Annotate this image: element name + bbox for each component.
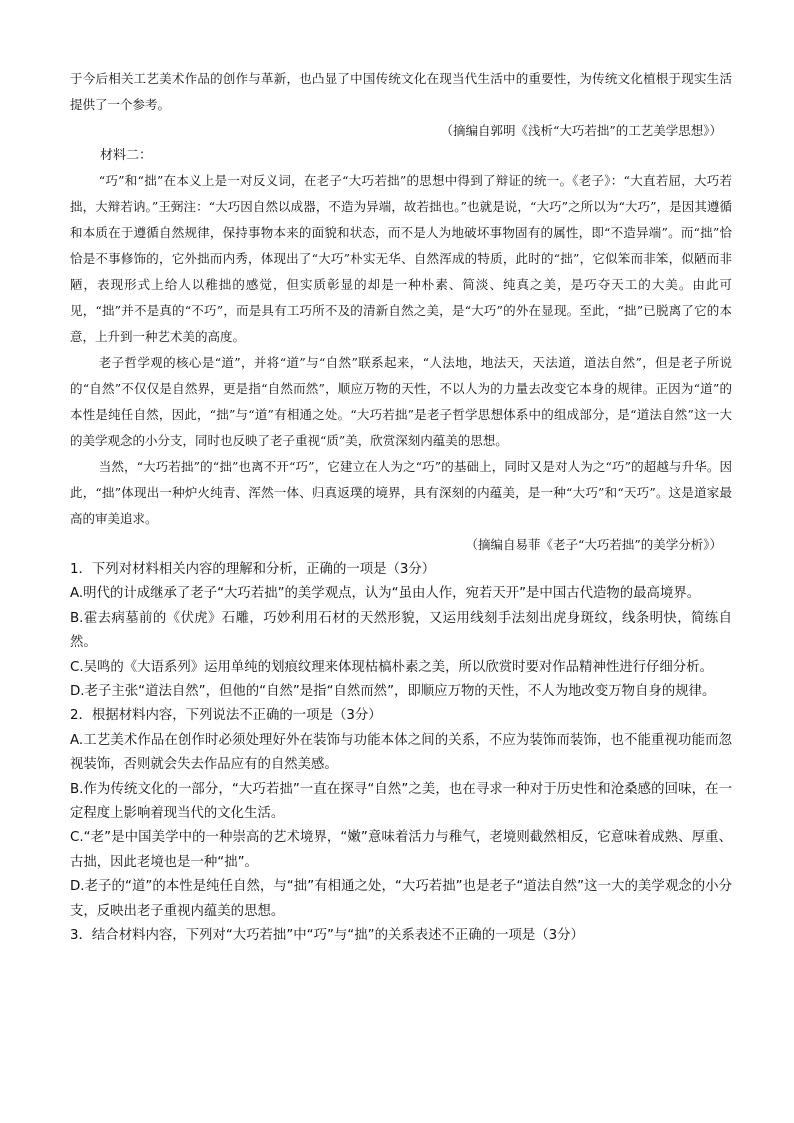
option-d: D.老子主张“道法自然”，但他的“自然”是指“自然而然”，即顺应万物的天性，不人为地改变万物自身的规律。 bbox=[70, 684, 716, 700]
question-1 bbox=[70, 558, 732, 704]
source-citation-2: （摘编自易菲《老子“大巧若拙”的美学分析》） bbox=[465, 537, 722, 552]
question-stem: 1．下列对材料相关内容的理解和分析，正确的一项是（3分） bbox=[70, 562, 436, 577]
passage-continuation: 于今后相关工艺美术作品的创作与革新，也凸显了中国传统文化在现当代生活中的重要性，为传统文化植根于现实生活提供了一个参考。 bbox=[70, 71, 732, 112]
option-a: A.明代的计成继承了老子“大巧若拙”的美学观点，认为“虽由人作，宛若天开”是中国古代造物的最高境界。 bbox=[70, 586, 701, 602]
material-two-heading: 材料二： bbox=[100, 148, 153, 163]
questions-section bbox=[70, 558, 732, 949]
passage-paragraph: 当然，“大巧若拙”的“拙”也离不开“巧”，它建立在人为之“巧”的基础上，同时又是对人为之“巧”的超越与升华。因此，“拙”体现出一种炉火纯青、浑然一体、归真返璞的境界，具有深刻的内蕴美，是一种“大巧”和“天巧”。这是道家最高的审美追求。 bbox=[70, 459, 732, 526]
question-2 bbox=[70, 704, 732, 924]
question-3 bbox=[70, 924, 732, 948]
option-c: C.吴鸣的《大语系列》运用单纯的划痕纹理来体现枯槁朴素之美，所以欣赏时要对作品精神性进行仔细分析。 bbox=[70, 659, 713, 675]
option-c: C.“老”是中国美学中的一种崇高的艺术境界，“嫩”意味着活力与稚气，老境则截然相反，它意味着成熟、厚重、古拙，因此老境也是一种“拙”。 bbox=[70, 830, 732, 870]
reading-passage bbox=[70, 66, 732, 558]
question-stem: 2．根据材料内容，下列说法不正确的一项是（3分） bbox=[70, 708, 382, 724]
passage-paragraph: “巧”和“拙”在本义上是一对反义词，在老子“大巧若拙”的思想中得到了辩证的统一。《老子》：“大直若屈，大巧若拙，大辩若讷。”王弼注：“大巧因自然以成器，不造为异端，故若拙也。”也就是说，“大巧”之所以为“大巧”，是因其遵循和本质在于遵循自然规律，保持事物本来的面貌和状态，而不是人为地破坏事物固有的属性，即“不造异端”。而“拙”恰恰是不事修饰的，它外拙而内秀，体现出了“大巧”朴实无华、自然浑成的特质，此时的“拙”，它似笨而非笨，似陋而非陋，表现形式上给人以稚拙的感觉，但实质彰显的却是一种朴素、简淡、纯真之美，是巧夺天工的大美。由此可见，“拙”并不是真的“不巧”，而是具有工巧所不及的清新自然之美，是“大巧”的外在显现。至此，“拙”已脱离了它的本意，上升到一种艺术美的高度。 bbox=[70, 173, 732, 344]
source-citation-1: （摘编自郭明《浅析“大巧若拙”的工艺美学思想》） bbox=[440, 123, 722, 138]
option-b: B.霍去病墓前的《伏虎》石雕，巧妙利用石材的天然形貌，又运用线刻手法刻出虎身斑纹，线条明快，简练自然。 bbox=[70, 610, 732, 651]
option-a: A.工艺美术作品在创作时必须处理好外在装饰与功能本体之间的关系，不应为装饰而装饰，也不能重视功能而忽视装饰，否则就会失去作品应有的自然美感。 bbox=[70, 732, 732, 773]
question-stem: 3．结合材料内容，下列对“大巧若拙”中“巧”与“拙”的关系表述不正确的一项是（3分） bbox=[70, 928, 584, 944]
passage-paragraph: 老子哲学观的核心是“道”，并将“道”与“自然”联系起来，“人法地，地法天，天法道，道法自然”，但是老子所说的“自然”不仅仅是自然界，更是指“自然而然”，顺应万物的天性，不以人为的力量去改变它本身的规律。正因为“道”的本性是纯任自然，因此，“拙”与“道”有相通之处。“大巧若拙”是老子哲学思想体系中的组成部分，是“道法自然”这一大的美学观念的小分支，同时也反映了老子重视“质”美，欣赏深刻内蕴美的思想。 bbox=[70, 355, 732, 448]
option-b: B.作为传统文化的一部分，“大巧若拙”一直在探寻“自然”之美，也在寻求一种对于历史性和沧桑感的回味，在一定程度上影响着现当代的文化生活。 bbox=[70, 781, 732, 822]
option-d: D.老子的“道”的本性是纯任自然，与“拙”有相通之处，“大巧若拙”也是老子“道法自然”这一大的美学观念的小分支，反映出老子重视内蕴美的思想。 bbox=[70, 879, 732, 919]
document-page bbox=[70, 66, 732, 949]
